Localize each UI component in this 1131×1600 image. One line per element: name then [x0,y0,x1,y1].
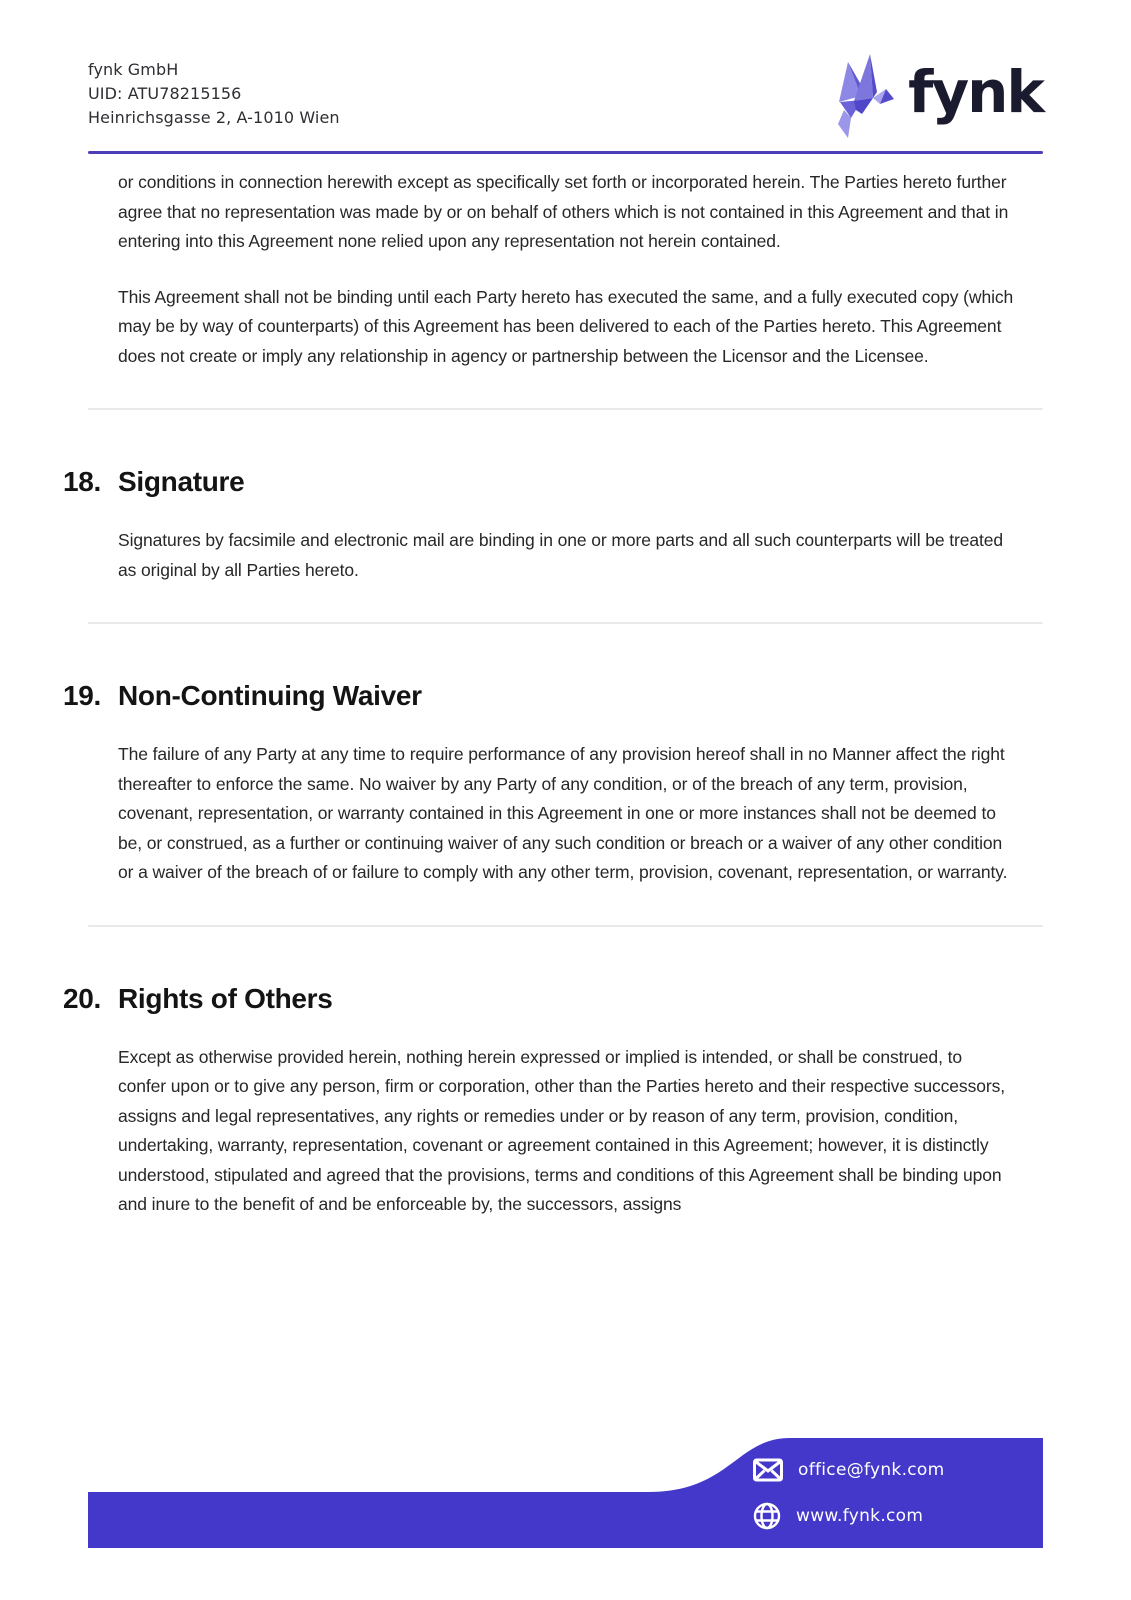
paragraph: or conditions in connection herewith except as specifically set forth or incorporated herein. The Parties hereto further agree that no representation was made by or on behalf of others which is not contained in this Agreement and that in entering into this Agreement none relied upon any representation not herein contained. [118,172,1009,251]
globe-icon [753,1502,781,1530]
section-heading [63,982,1014,1016]
section-divider [88,622,1043,624]
fynk-wordmark: fynk [908,58,1043,126]
letterhead [88,58,1043,140]
company-info [88,58,340,130]
envelope-icon [753,1458,783,1482]
section-signature [63,408,1014,585]
paragraph: This Agreement shall not be binding until each Party hereto has executed the same, and a fully executed copy (which may be by way of counterparts) of this Agreement has been delivered to each of the Parties hereto. This Agreement does not create or imply any relationship in agency or partnership between the Licensor and the Licensee. [118,286,1014,366]
company-address: Heinrichsgasse 2, A-1010 Wien [88,108,340,127]
footer-website[interactable]: www.fynk.com [796,1506,924,1526]
section-divider [88,408,1043,410]
footer-website-row [753,1502,923,1530]
section-heading [63,465,1014,499]
footer-band [88,1438,1043,1548]
origami-bird-icon [828,54,894,140]
section-number: 20. [63,982,102,1014]
section-body: Except as otherwise provided herein, nothing herein expressed or implied is intended, or shall be construed, to confer upon or to give any person, firm or corporation, other than the Parties hereto and their respective successors, assigns and legal representatives, any rights or remedies under or by reason of any term, provision, condition, undertaking, warranty, representation, covenant or agreement contained in this Agreement; however, it is distinctly understood, stipulated and agreed that the provisions, terms and conditions of this Agreement shall be binding upon and inure to the benefit of and be enforceable by, the successors, assigns [118,1046,1006,1214]
section-non-continuing-waiver [63,622,1014,888]
section-body: The failure of any Party at any time to require performance of any provision hereof shall in no Manner affect the right thereafter to enforce the same. No waiver by any Party of any condition, or of the breach of any term, provision, covenant, representation, or warranty contained in this Agreement in one or more instances shall not be deemed to be, or construed, as a further or continuing waiver of any such condition or breach or a waiver of any other condition or a waiver of the breach of or failure to comply with any other term, provision, covenant, representation, or warranty. [118,744,1008,882]
section-body: Signatures by facsimile and electronic mail are binding in one or more parts and all such counterparts will be treated as original by all Parties hereto. [118,530,1004,580]
company-uid: UID: ATU78215156 [88,84,242,103]
fynk-logo [828,54,1043,140]
section-heading [63,679,1014,713]
section-rights-of-others [63,925,1014,1220]
section-title: Rights of Others [118,982,333,1014]
header-divider [88,151,1043,154]
section-number: 19. [63,680,102,711]
section-number: 18. [63,466,102,497]
section-title: Non-Continuing Waiver [118,680,422,711]
footer-email[interactable]: office@fynk.com [798,1460,945,1480]
document-content [63,168,1014,1220]
company-name: fynk GmbH [88,60,179,79]
section-title: Signature [118,466,245,497]
section-divider [88,925,1043,927]
footer-email-row [753,1458,944,1482]
